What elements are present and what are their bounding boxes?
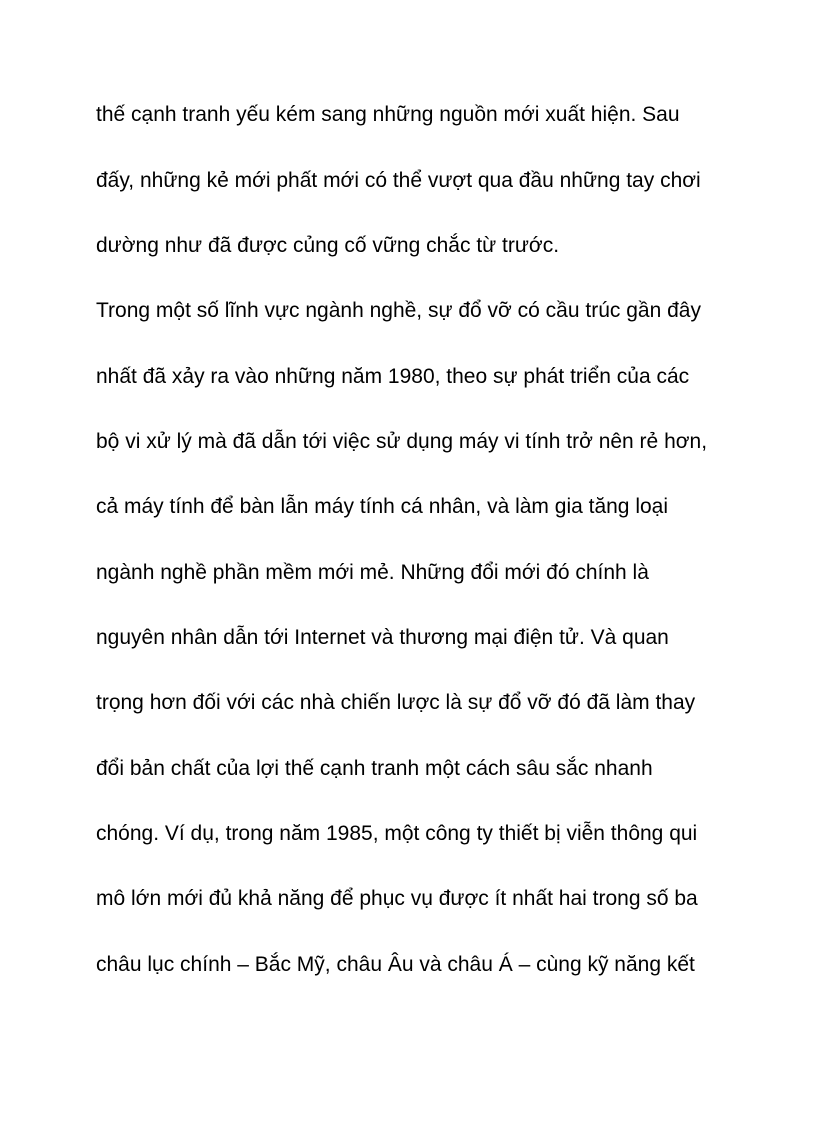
text-line: nhất đã xảy ra vào những năm 1980, theo sự phát triển của các <box>96 365 690 388</box>
text-line: châu lục chính – Bắc Mỹ, châu Âu và châu Á – cùng kỹ năng kết <box>96 953 695 976</box>
text-line: thế cạnh tranh yếu kém sang những nguồn mới xuất hiện. Sau <box>96 103 680 126</box>
text-line: đổi bản chất của lợi thế cạnh tranh một cách sâu sắc nhanh <box>96 757 653 780</box>
text-line: dường như đã được củng cố vững chắc từ trước. <box>96 234 560 257</box>
text-line: trọng hơn đối với các nhà chiến lược là sự đổ vỡ đó đã làm thay <box>96 691 696 714</box>
text-line: chóng. Ví dụ, trong năm 1985, một công ty thiết bị viễn thông qui <box>96 822 698 845</box>
text-line: mô lớn mới đủ khả năng để phục vụ được ít nhất hai trong số ba <box>96 887 698 910</box>
text-line: cả máy tính để bàn lẫn máy tính cá nhân, và làm gia tăng loại <box>96 495 669 518</box>
text-line: nguyên nhân dẫn tới Internet và thương mại điện tử. Và quan <box>96 626 669 649</box>
text-line: ngành nghề phần mềm mới mẻ. Những đổi mới đó chính là <box>96 561 649 584</box>
text-line: bộ vi xử lý mà đã dẫn tới việc sử dụng máy vi tính trở nên rẻ hơn, <box>96 430 708 453</box>
text-line: đấy, những kẻ mới phất mới có thể vượt qua đầu những tay chơi <box>96 169 701 192</box>
text-line: Trong một số lĩnh vực ngành nghề, sự đổ vỡ có cầu trúc gần đây <box>96 299 701 322</box>
